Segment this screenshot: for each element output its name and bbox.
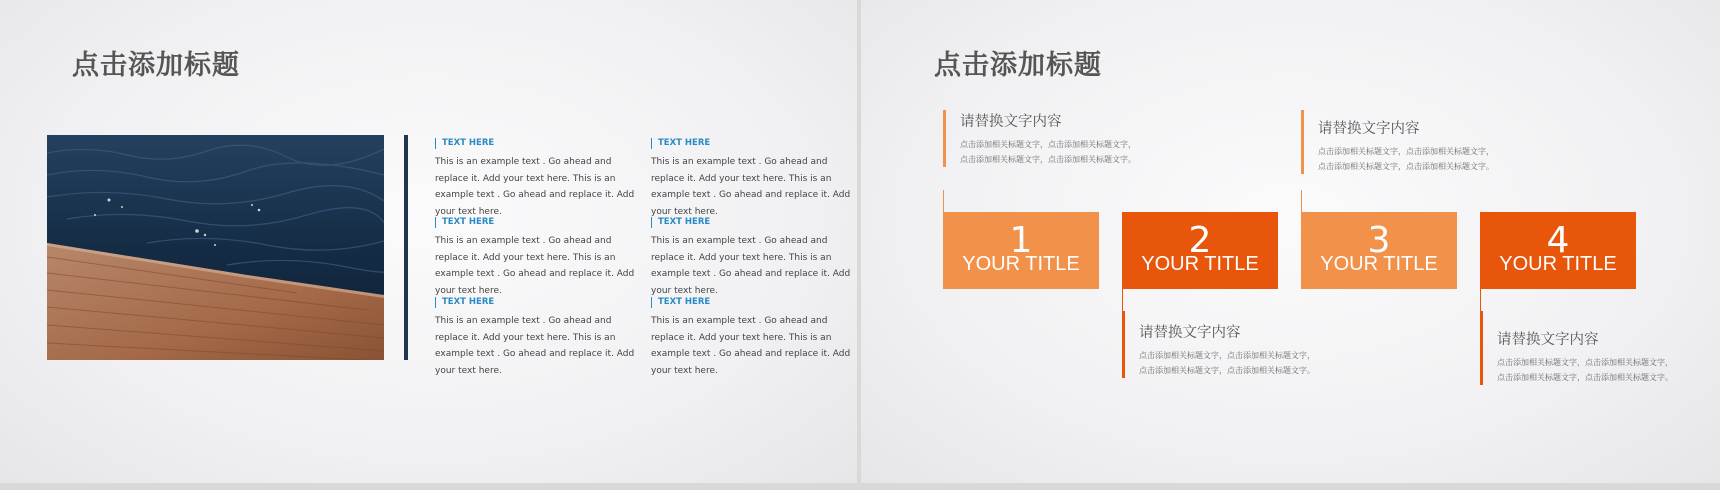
connector-line <box>943 190 944 212</box>
step-box <box>1122 212 1278 289</box>
text-block <box>651 217 851 299</box>
slide-title: 点击添加标题 <box>72 50 240 81</box>
text-block <box>435 297 635 379</box>
callout-title: 请替换文字内容 <box>1139 325 1241 341</box>
step-number: 2 <box>1188 220 1212 261</box>
text-block <box>435 217 635 299</box>
text-block-heading: TEXT HERE <box>651 297 851 308</box>
step-box <box>1301 212 1457 289</box>
connector-line <box>1122 289 1123 311</box>
step-number: 1 <box>1009 220 1033 261</box>
text-block-heading: TEXT HERE <box>435 217 635 228</box>
step-title: YOUR TITLE <box>1499 253 1617 275</box>
callout <box>943 110 1140 167</box>
slide-right <box>861 0 1720 483</box>
text-block-heading: TEXT HERE <box>651 138 851 149</box>
text-block <box>651 138 851 220</box>
text-block-body: This is an example text . Go ahead and replace it. Add your text here. This is an example text . Go ahead and replace it. Add your text here. <box>651 236 851 296</box>
text-block <box>651 297 851 379</box>
step-title: YOUR TITLE <box>1320 253 1438 275</box>
callout-title: 请替换文字内容 <box>960 114 1062 130</box>
step-number: 3 <box>1367 220 1391 261</box>
step-box <box>1480 212 1636 289</box>
divider-bar <box>404 135 408 360</box>
step-number: 4 <box>1546 220 1570 261</box>
text-block <box>435 138 635 220</box>
text-block-heading: TEXT HERE <box>651 217 851 228</box>
dock-water-photo <box>47 135 384 360</box>
callout-body: 点击添加相关标题文字，点击添加相关标题文字，点击添加相关标题文字，点击添加相关标题文字。 <box>1318 147 1494 171</box>
text-block-body: This is an example text . Go ahead and replace it. Add your text here. This is an example text . Go ahead and replace it. Add your text here. <box>651 316 851 376</box>
callout-body: 点击添加相关标题文字，点击添加相关标题文字，点击添加相关标题文字，点击添加相关标题文字。 <box>960 140 1136 164</box>
text-block-body: This is an example text . Go ahead and replace it. Add your text here. This is an example text . Go ahead and replace it. Add your text here. <box>435 157 635 217</box>
slide-title: 点击添加标题 <box>934 50 1102 81</box>
connector-line <box>1301 190 1302 212</box>
callout <box>1122 311 1319 378</box>
callout-title: 请替换文字内容 <box>1318 121 1420 137</box>
callout <box>1301 110 1498 174</box>
step-title: YOUR TITLE <box>962 253 1080 275</box>
text-block-body: This is an example text . Go ahead and replace it. Add your text here. This is an example text . Go ahead and replace it. Add your text here. <box>651 157 851 217</box>
step-box <box>943 212 1099 289</box>
slide-left <box>0 0 857 483</box>
connector-line <box>1480 289 1481 311</box>
step-title: YOUR TITLE <box>1141 253 1259 275</box>
text-block-body: This is an example text . Go ahead and replace it. Add your text here. This is an example text . Go ahead and replace it. Add your text here. <box>435 236 635 296</box>
text-block-heading: TEXT HERE <box>435 138 635 149</box>
callout-title: 请替换文字内容 <box>1497 332 1599 348</box>
callout <box>1480 311 1677 385</box>
text-block-body: This is an example text . Go ahead and replace it. Add your text here. This is an example text . Go ahead and replace it. Add your text here. <box>435 316 635 376</box>
callout-body: 点击添加相关标题文字，点击添加相关标题文字，点击添加相关标题文字，点击添加相关标题文字。 <box>1139 351 1315 375</box>
callout-body: 点击添加相关标题文字，点击添加相关标题文字，点击添加相关标题文字，点击添加相关标题文字。 <box>1497 358 1673 382</box>
text-block-heading: TEXT HERE <box>435 297 635 308</box>
